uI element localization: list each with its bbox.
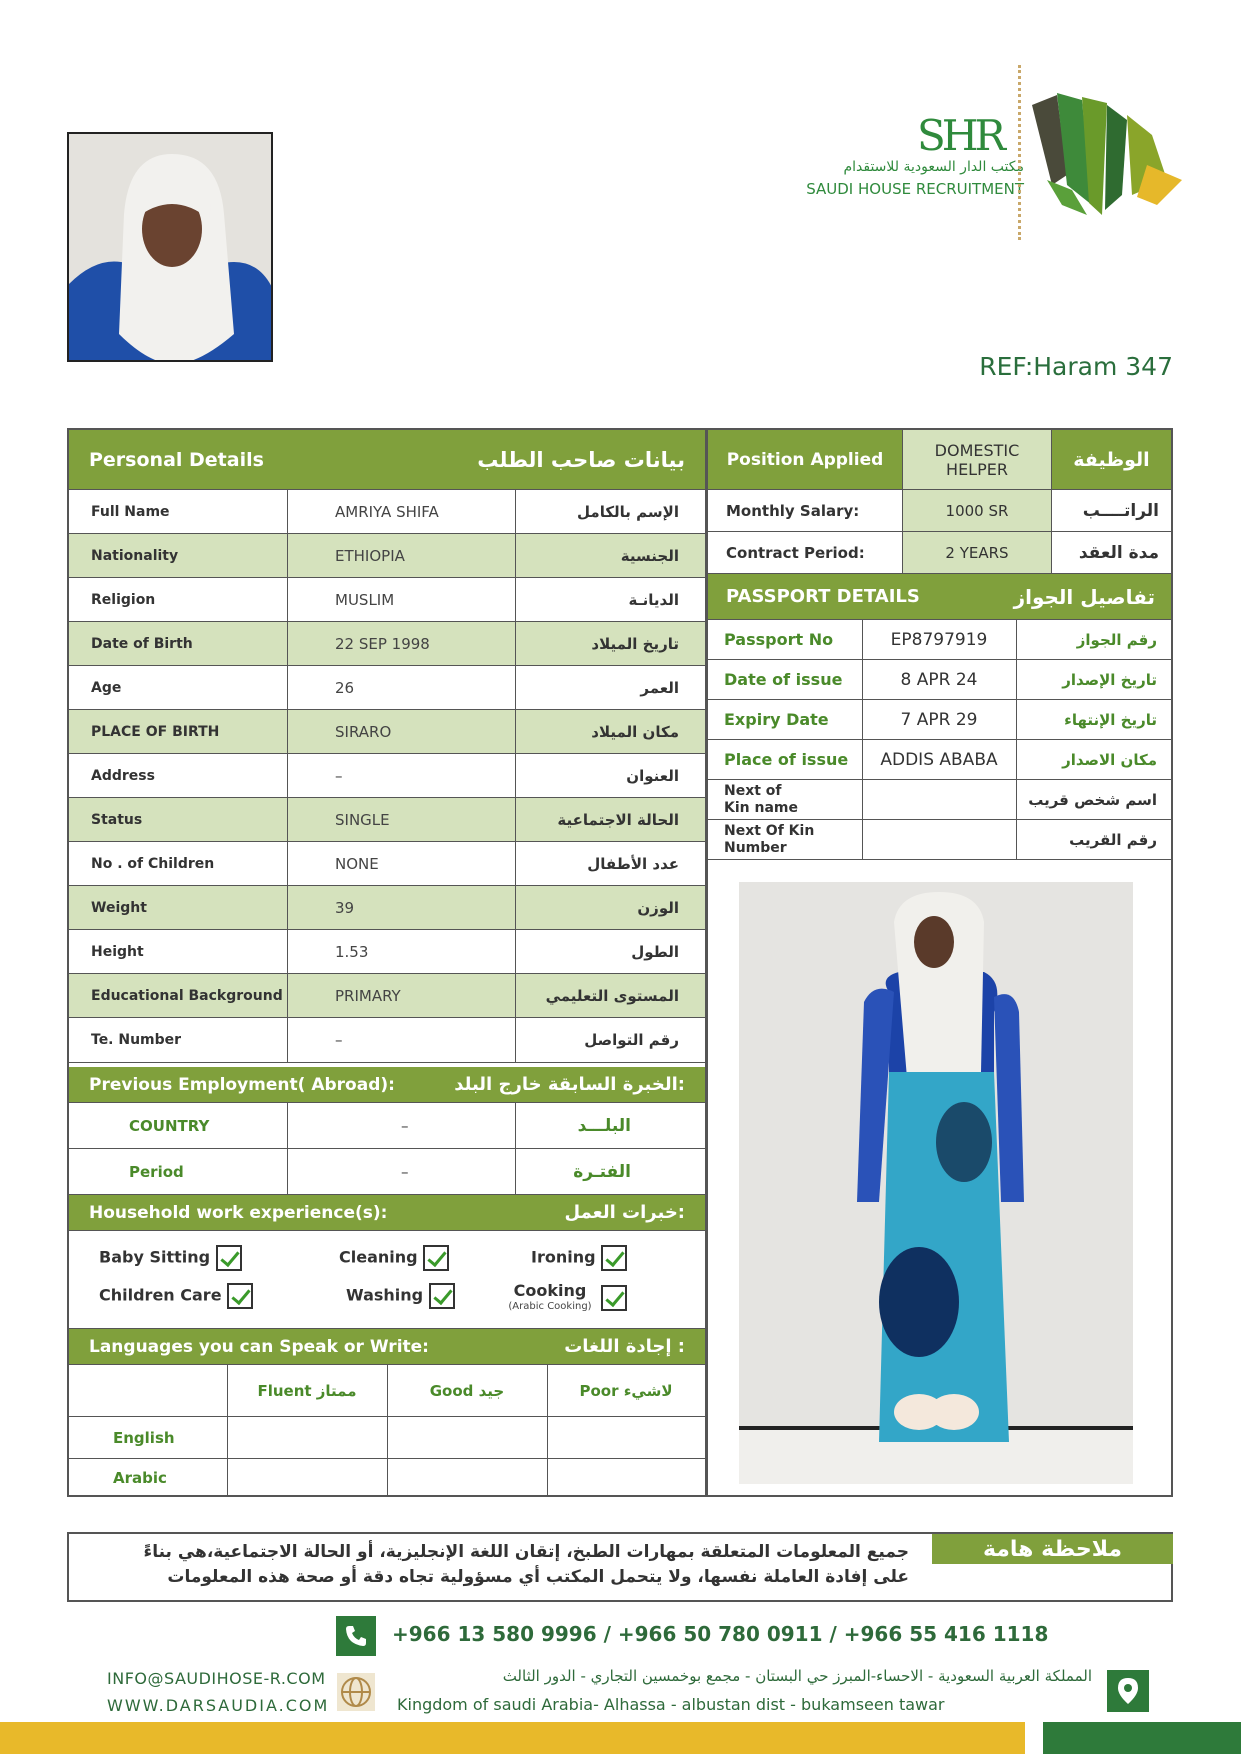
field-label: No . of Children — [91, 855, 215, 872]
field-label: Address — [91, 767, 155, 784]
checkbox-checked-icon — [429, 1283, 455, 1309]
contract-label: Contract Period: — [726, 543, 865, 562]
right-table — [706, 428, 1173, 1497]
field-label: Te. Number — [91, 1032, 182, 1048]
skill-washing: Washing — [346, 1283, 455, 1309]
skill-cooking: Cooking (Arabic Cooking) — [505, 1281, 665, 1317]
personal-row — [69, 578, 705, 622]
passport-label-ar: تاريخ الإصدار — [1062, 670, 1157, 689]
passport-row — [708, 780, 1171, 820]
phone-numbers[interactable]: +966 13 580 9996 / +966 50 780 0911 / +966 55 416 1118 — [392, 1622, 1049, 1646]
passport-header — [708, 574, 1171, 620]
personal-row — [69, 974, 705, 1018]
languages-header-en: Languages you can Speak or Write: — [89, 1336, 429, 1357]
languages-header-ar: إجادة اللغات : — [564, 1336, 685, 1357]
email-link[interactable]: INFO@SAUDIHOSE-R.COM — [107, 1669, 326, 1688]
field-label-ar: العمر — [640, 678, 679, 697]
lang-col-poor: Poor لاشيء — [579, 1381, 673, 1400]
household-header-ar: خبرات العمل: — [564, 1202, 685, 1223]
field-label: Religion — [91, 591, 156, 608]
position-applied-ar: الوظيفة — [1052, 430, 1171, 489]
previous-label: COUNTRY — [129, 1116, 210, 1135]
salary-label: Monthly Salary: — [726, 501, 860, 520]
language-name: Arabic — [113, 1469, 167, 1487]
field-label: Educational Background — [91, 987, 283, 1004]
personal-row — [69, 534, 705, 578]
field-label: Age — [91, 679, 122, 696]
passport-label: Next Of Kin Number — [724, 822, 815, 856]
skill-children-care: Children Care — [99, 1283, 253, 1309]
passport-value — [862, 780, 1016, 819]
field-label: Date of Birth — [91, 635, 193, 652]
location-pin-icon — [1107, 1670, 1149, 1712]
salary-ar: الراتــــب — [1082, 500, 1159, 521]
passport-label: Expiry Date — [724, 710, 829, 729]
personal-row — [69, 622, 705, 666]
skill-baby-sitting: Baby Sitting — [99, 1245, 242, 1271]
personal-header-ar: بيانات صاحب الطلب — [477, 447, 685, 472]
passport-value: 8 APR 24 — [900, 669, 978, 690]
passport-label: Date of issue — [724, 670, 843, 689]
language-row-arabic — [69, 1459, 705, 1497]
previous-header-ar: الخبرة السابقة خارج البلد: — [454, 1074, 685, 1095]
field-value: SIRARO — [335, 722, 392, 741]
previous-label-ar: الفتـرة — [573, 1161, 631, 1182]
passport-label: Next of Kin name — [724, 782, 798, 816]
field-label-ar: الوزن — [637, 898, 679, 917]
previous-value: – — [401, 1116, 409, 1135]
previous-row-country — [69, 1103, 705, 1149]
field-value: SINGLE — [335, 810, 390, 829]
passport-value — [862, 820, 1016, 859]
field-label-ar: الديانـة — [628, 590, 679, 609]
field-label: Full Name — [91, 503, 170, 520]
checkbox-checked-icon — [423, 1245, 449, 1271]
passport-label-ar: تاريخ الإنتهاء — [1064, 710, 1157, 729]
field-label-ar: مكان الميلاد — [591, 722, 679, 741]
field-label-ar: المستوى التعليمي — [545, 986, 679, 1005]
previous-header-en: Previous Employment( Abroad): — [89, 1074, 395, 1095]
saudi-map-icon — [1027, 85, 1187, 235]
passport-value: EP8797919 — [890, 629, 988, 650]
applicant-headshot — [67, 132, 273, 362]
personal-row — [69, 1018, 705, 1063]
contract-row — [708, 532, 1171, 574]
passport-value: 7 APR 29 — [900, 709, 978, 730]
languages-column-header — [69, 1365, 705, 1417]
field-value: – — [335, 1031, 343, 1049]
checkbox-checked-icon — [601, 1245, 627, 1271]
address-arabic: المملكة العربية السعودية - الاحساء-المبرز حي البستان - مجمع بوخمسين التجاري - الدور الثالث — [502, 1667, 1092, 1685]
passport-label: Passport No — [724, 630, 834, 649]
logo-english-name: SAUDI HOUSE RECRUITMENT — [806, 180, 1024, 198]
field-value: ETHIOPIA — [335, 546, 405, 565]
logo-arabic-name: مكتب الدار السعودية للاستقدام — [843, 159, 1024, 175]
field-label-ar: العنوان — [626, 766, 679, 785]
field-value: PRIMARY — [335, 986, 401, 1005]
previous-label-ar: البلـــد — [577, 1115, 631, 1136]
website-link[interactable]: WWW.DARSAUDIA.COM — [107, 1696, 330, 1715]
field-label-ar: الحالة الاجتماعية — [557, 810, 679, 829]
personal-row — [69, 666, 705, 710]
skill-cleaning: Cleaning — [339, 1245, 449, 1271]
note-line-2: على إفادة العاملة نفسها، ولا يتحمل المكتب أي مسؤولية تجاه دقة أو صحة هذه المعلومات — [167, 1567, 909, 1587]
contract-ar: مدة العقد — [1078, 542, 1159, 563]
applicant-full-photo — [739, 882, 1133, 1484]
passport-row — [708, 740, 1171, 780]
personal-row — [69, 490, 705, 534]
personal-header-en: Personal Details — [89, 448, 264, 471]
passport-header-en: PASSPORT DETAILS — [726, 586, 920, 607]
left-table — [67, 428, 707, 1497]
languages-header — [69, 1329, 705, 1365]
personal-row — [69, 842, 705, 886]
footer-bar-green — [1043, 1722, 1241, 1754]
position-applied-row — [708, 430, 1171, 490]
phone-icon — [336, 1616, 376, 1656]
passport-row — [708, 660, 1171, 700]
personal-row — [69, 710, 705, 754]
field-label-ar: الجنسية — [620, 546, 679, 565]
previous-value: – — [401, 1162, 409, 1181]
field-value: 39 — [335, 898, 355, 917]
field-value: 26 — [335, 678, 355, 697]
personal-row — [69, 886, 705, 930]
logo-mark: SHR — [917, 111, 1003, 160]
footer-bar-gold — [0, 1722, 1025, 1754]
passport-row — [708, 700, 1171, 740]
passport-label-ar: اسم شخص قريب — [1028, 790, 1157, 809]
passport-label-ar: رقم القريب — [1069, 830, 1157, 849]
skill-ironing: Ironing — [531, 1245, 627, 1271]
field-label-ar: الإسم بالكامل — [577, 502, 679, 521]
field-value: – — [335, 766, 343, 785]
household-skills — [69, 1231, 705, 1329]
globe-icon — [337, 1673, 375, 1711]
passport-label: Place of issue — [724, 750, 849, 769]
company-logo — [780, 65, 1180, 245]
passport-row — [708, 620, 1171, 660]
personal-row — [69, 930, 705, 974]
previous-label: Period — [129, 1162, 184, 1181]
previous-row-period — [69, 1149, 705, 1195]
passport-row — [708, 820, 1171, 860]
passport-value: ADDIS ABABA — [880, 749, 998, 770]
reference-number: REF:Haram 347 — [979, 352, 1173, 381]
personal-details-header — [69, 430, 705, 490]
field-label: Nationality — [91, 547, 179, 564]
field-label: Height — [91, 943, 144, 960]
personal-row — [69, 798, 705, 842]
field-value: NONE — [335, 854, 379, 873]
language-name: English — [113, 1428, 175, 1447]
previous-employment-header — [69, 1067, 705, 1103]
field-label: PLACE OF BIRTH — [91, 723, 220, 740]
salary-value: 1000 SR — [902, 490, 1052, 531]
contract-value: 2 YEARS — [902, 532, 1052, 573]
field-label-ar: رقم التواصل — [584, 1031, 679, 1049]
checkbox-checked-icon — [216, 1245, 242, 1271]
checkbox-checked-icon — [601, 1285, 627, 1311]
important-note — [67, 1532, 1173, 1602]
field-value: 22 SEP 1998 — [335, 634, 430, 653]
note-title: ملاحظة هامة — [932, 1534, 1173, 1564]
checkbox-checked-icon — [227, 1283, 253, 1309]
field-label-ar: الطول — [631, 942, 679, 961]
note-line-1: جميع المعلومات المتعلقة بمهارات الطبخ، إتقان اللغة الإنجليزية، أو الحالة الاجتماعية،هي بناءً — [143, 1542, 909, 1562]
household-header-en: Household work experience(s): — [89, 1202, 388, 1223]
lang-col-fluent: Fluent ممتاز — [257, 1381, 357, 1400]
field-value: MUSLIM — [335, 590, 395, 609]
field-label-ar: عدد الأطفال — [587, 854, 679, 873]
lang-col-good: Good جيد — [429, 1381, 505, 1400]
field-value: 1.53 — [335, 942, 369, 961]
field-value: AMRIYA SHIFA — [335, 502, 439, 521]
field-label: Weight — [91, 899, 147, 916]
field-label: Status — [91, 811, 143, 828]
passport-label-ar: مكان الاصدار — [1062, 750, 1157, 769]
language-row-english — [69, 1417, 705, 1459]
passport-label-ar: رقم الجواز — [1076, 630, 1157, 649]
field-label-ar: تاريخ الميلاد — [591, 634, 679, 653]
household-header — [69, 1195, 705, 1231]
position-applied-value: DOMESTIC HELPER — [902, 430, 1052, 489]
address-english: Kingdom of saudi Arabia- Alhassa - albustan dist - bukamseen tawar — [397, 1695, 945, 1714]
personal-row — [69, 754, 705, 798]
cooking-sublabel: (Arabic Cooking) — [508, 1301, 592, 1312]
passport-header-ar: تفاصيل الجواز — [1013, 584, 1155, 609]
salary-row — [708, 490, 1171, 532]
logo-divider — [1018, 65, 1021, 240]
position-applied-label: Position Applied — [708, 430, 902, 489]
